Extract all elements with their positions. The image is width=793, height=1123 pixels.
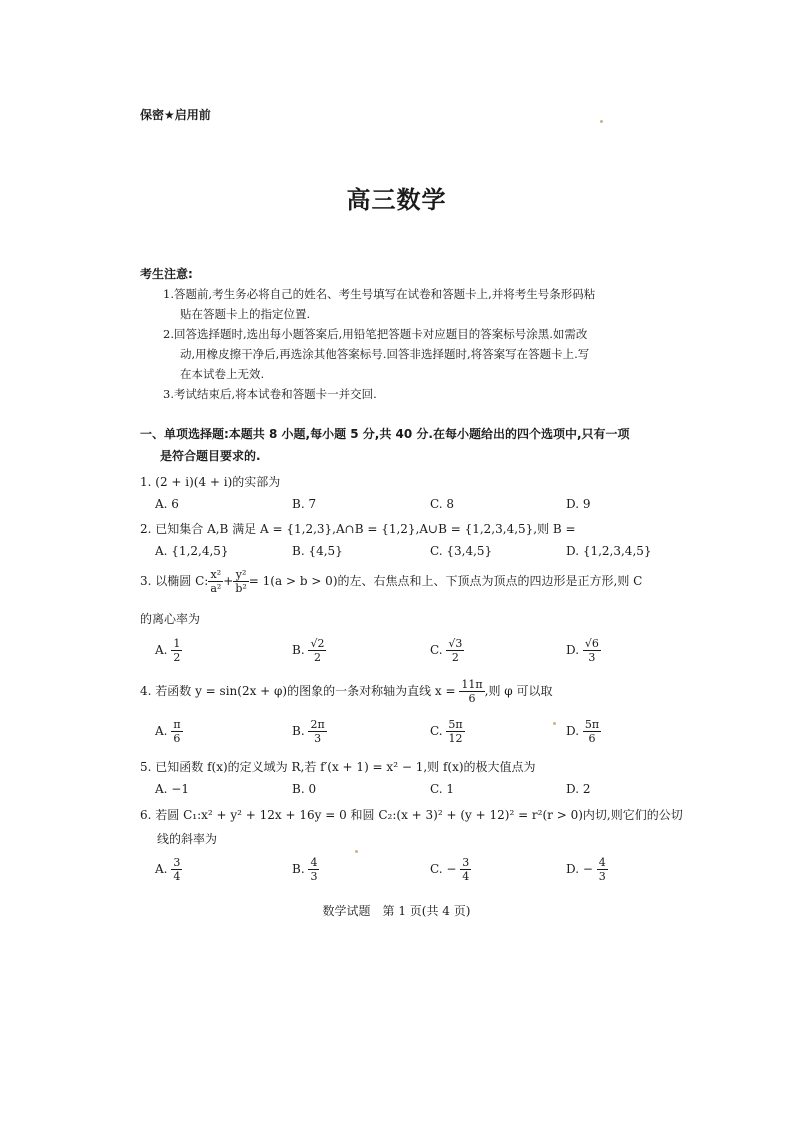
- q4-option-a-num: π: [173, 718, 181, 731]
- q3-option-c-den: 2: [451, 651, 459, 664]
- q2-option-a: A. {1,2,4,5}: [155, 544, 229, 558]
- q3-plus: +: [223, 574, 234, 588]
- notice-line: 3.考试结束后,将本试卷和答题卡一并交回.: [163, 387, 377, 401]
- q3-option-c-label: C.: [430, 643, 443, 657]
- q3-y-num: y²: [233, 568, 248, 582]
- q2-option-d: D. {1,2,3,4,5}: [566, 544, 652, 558]
- q3-y-den: b²: [235, 582, 247, 595]
- q3-option-b-num: √2: [310, 637, 325, 650]
- question-3-stem: [140, 568, 642, 595]
- confidential-label: 保密★启用前: [140, 108, 211, 122]
- section-heading-cont: 是符合题目要求的.: [160, 449, 261, 463]
- q3-option-d-den: 3: [588, 651, 596, 664]
- q4-option-b: [292, 718, 327, 745]
- q3-option-b-label: B.: [292, 643, 305, 657]
- q4-option-c-fraction: [446, 718, 464, 745]
- q3-option-a-den: 2: [173, 651, 181, 664]
- q6-option-c-den: 4: [462, 870, 470, 883]
- q4-option-d-den: 6: [588, 732, 596, 745]
- q3-x-fraction: [208, 568, 223, 595]
- q5-option-c: C. 1: [430, 782, 455, 796]
- q1-option-a: A. 6: [155, 497, 179, 511]
- section-heading: 一、单项选择题:本题共 8 小题,每小题 5 分,共 40 分.在每小题给出的四个选项中,只有一项: [140, 427, 630, 441]
- q4-x-den: 6: [468, 692, 476, 705]
- q3-x-num: x²: [208, 568, 223, 582]
- q4-option-b-den: 3: [314, 732, 322, 745]
- q6-option-c-fraction: [460, 856, 471, 883]
- q4-option-d-label: D.: [566, 724, 580, 738]
- q2-option-c: C. {3,4,5}: [430, 544, 493, 558]
- q6-option-a-num: 3: [173, 856, 181, 869]
- question-5-stem: 5. 已知函数 f(x)的定义域为 R,若 f′(x + 1) = x² − 1,则 f(x)的极大值点为: [140, 760, 536, 774]
- q3-option-b-den: 2: [313, 651, 321, 664]
- q3-option-c: [430, 637, 464, 664]
- q4-x-num: 11π: [461, 678, 483, 691]
- q3-option-a-num: 1: [173, 637, 181, 650]
- q4-option-d: [566, 718, 601, 745]
- q6-option-d-den: 3: [598, 870, 606, 883]
- q3-option-b-fraction: [308, 637, 326, 664]
- q6-option-b: [292, 856, 319, 883]
- scan-speck: [553, 722, 556, 725]
- q3-y-fraction: [233, 568, 248, 595]
- q1-option-b: B. 7: [292, 497, 317, 511]
- q4-option-b-num: 2π: [310, 718, 325, 731]
- q6-option-c-num: 3: [462, 856, 470, 869]
- q6-option-b-fraction: [308, 856, 319, 883]
- q3-option-a-fraction: [171, 637, 182, 664]
- q4-option-a-fraction: [171, 718, 182, 745]
- q3-option-c-num: √3: [448, 637, 463, 650]
- notice-line: 1.答题前,考生务必将自己的姓名、考生号填写在试卷和答题卡上,并将考生号条形码粘: [163, 287, 596, 301]
- q5-option-b: B. 0: [292, 782, 317, 796]
- q6-option-d-num: 4: [598, 856, 606, 869]
- q4-x-fraction: [459, 678, 484, 705]
- q3-option-b: [292, 637, 326, 664]
- q3-option-a: [155, 637, 182, 664]
- question-6-stem: 6. 若圆 C₁:x² + y² + 12x + 16y = 0 和圆 C₂:(x + 3)² + (y + 12)² = r²(r > 0)内切,则它们的公切: [140, 808, 683, 822]
- q3-option-a-label: A.: [155, 643, 168, 657]
- question-1-stem: 1. (2 + i)(4 + i)的实部为: [140, 475, 281, 489]
- q4-option-d-num: 5π: [584, 718, 600, 731]
- q4-option-a-label: A.: [155, 724, 168, 738]
- q3-option-d-num: √6: [584, 637, 599, 650]
- q6-option-c-label: C. −: [430, 862, 457, 876]
- scan-speck: [355, 850, 358, 853]
- q4-option-b-fraction: [308, 718, 326, 745]
- q3-stem-end: = 1(a > b > 0)的左、右焦点和上、下顶点为顶点的四边形是正方形,则 C: [248, 574, 643, 588]
- question-4-stem: [140, 678, 553, 705]
- q4-stem-start: 4. 若函数 y = sin(2x + φ)的图象的一条对称轴为直线 x =: [140, 684, 456, 698]
- q1-option-d: D. 9: [566, 497, 591, 511]
- q4-option-a: [155, 718, 183, 745]
- question-3-stem-cont: 的离心率为: [140, 612, 201, 626]
- q1-option-c: C. 8: [430, 497, 455, 511]
- q3-option-d-fraction: [583, 637, 601, 664]
- q6-option-b-label: B.: [292, 862, 305, 876]
- q4-option-c-den: 12: [448, 732, 463, 745]
- q4-option-c-label: C.: [430, 724, 443, 738]
- q4-option-b-label: B.: [292, 724, 305, 738]
- q3-option-d-label: D.: [566, 643, 580, 657]
- q4-option-a-den: 6: [173, 732, 181, 745]
- question-6-stem-cont: 线的斜率为: [157, 832, 218, 846]
- q6-option-a-fraction: [171, 856, 182, 883]
- notice-line: 2.回答选择题时,选出每小题答案后,用铅笔把答题卡对应题目的答案标号涂黑.如需改: [163, 327, 588, 341]
- notice-line: 动,用橡皮擦干净后,再选涂其他答案标号.回答非选择题时,将答案写在答题卡上.写: [180, 347, 590, 361]
- q6-option-a: [155, 856, 182, 883]
- q6-option-c: [430, 856, 471, 883]
- page-footer: 数学试题 第 1 页(共 4 页): [322, 904, 471, 918]
- q6-option-b-num: 4: [310, 856, 318, 869]
- notice-line: 贴在答题卡上的指定位置.: [180, 307, 311, 321]
- q3-stem-start: 3. 以椭圆 C:: [140, 574, 209, 588]
- question-2-stem: 2. 已知集合 A,B 满足 A = {1,2,3},A∩B = {1,2},A∪B = {1,2,3,4,5},则 B =: [140, 522, 576, 536]
- scan-speck: [600, 120, 603, 123]
- page-title: 高三数学: [346, 186, 447, 214]
- q6-option-d: [566, 856, 608, 883]
- q6-option-a-label: A.: [155, 862, 168, 876]
- q6-option-d-fraction: [597, 856, 608, 883]
- q5-option-d: D. 2: [566, 782, 591, 796]
- notice-line: 在本试卷上无效.: [180, 367, 265, 381]
- q3-x-den: a²: [210, 582, 222, 595]
- q2-option-b: B. {4,5}: [292, 544, 343, 558]
- q3-option-c-fraction: [446, 637, 464, 664]
- q4-option-d-fraction: [583, 718, 601, 745]
- q6-option-b-den: 3: [310, 870, 318, 883]
- q4-option-c: [430, 718, 465, 745]
- q6-option-a-den: 4: [173, 870, 181, 883]
- q4-stem-end: ,则 φ 可以取: [484, 684, 553, 698]
- q6-option-d-label: D. −: [566, 862, 593, 876]
- q5-option-a: A. −1: [155, 782, 189, 796]
- notice-heading: 考生注意:: [140, 267, 193, 281]
- q4-option-c-num: 5π: [448, 718, 463, 731]
- q3-option-d: [566, 637, 601, 664]
